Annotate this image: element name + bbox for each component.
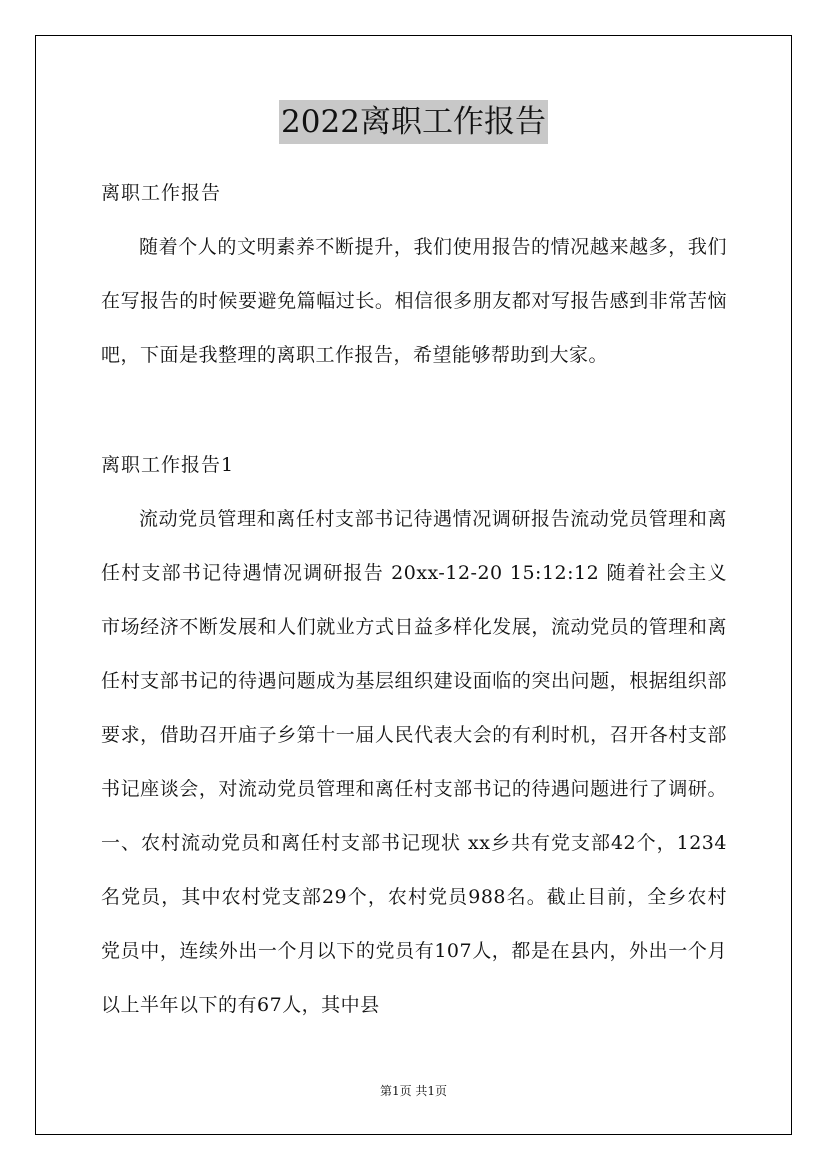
section-paragraph: 流动党员管理和离任村支部书记待遇情况调研报告流动党员管理和离任村支部书记待遇情况调研报告 20xx-12-20 15:12:12 随着社会主义市场经济不断发展和人们就业方式日益多样化发展，流动党员的管理和离任村支部书记的待遇问题成为基层组织建设面临的突出问题，根据组织部要求，借助召开庙子乡第十一届人民代表大会的有利时机，召开各村支部书记座谈会，对流动党员管理和离任村支部书记的待遇问题进行了调研。 一、农村流动党员和离任村支部书记现状 xx乡共有党支部42个，1234名党员，其中农村党支部29个，农村党员988名。截止目前，全乡农村党员中，连续外出一个月以下的党员有107人，都是在县内，外出一个月以上半年以下的有67人，其中县 [101,508,727,1016]
section-heading: 离职工作报告1 [101,454,235,476]
document-subtitle: 离职工作报告 [101,182,222,204]
document-title: 2022离职工作报告 [279,100,548,144]
page-footer: 第1页 共1页 [379,1084,448,1098]
intro-paragraph: 随着个人的文明素养不断提升，我们使用报告的情况越来越多，我们在写报告的时候要避免篇幅过长。相信很多朋友都对写报告感到非常苦恼吧，下面是我整理的离职工作报告，希望能够帮助到大家。 [101,236,727,366]
title-container [0,100,827,144]
